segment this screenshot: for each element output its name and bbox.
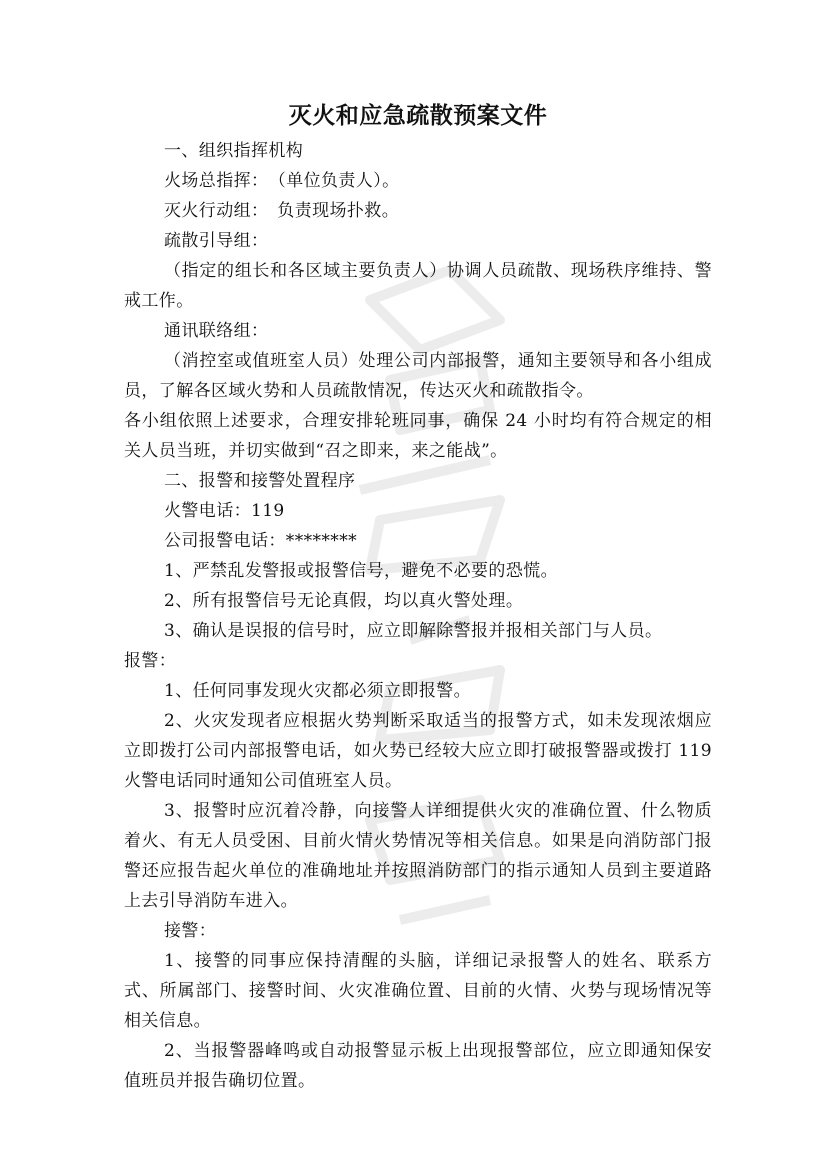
subheading: 报警： — [124, 651, 177, 671]
paragraph: 公司报警电话：******** — [164, 531, 357, 551]
list-item: 2、所有报警信号无论真假，均以真火警处理。 — [164, 591, 524, 611]
list-item: 1、接警的同事应保持清醒的头脑，详细记录报警人的姓名、联系方式、所属部门、接警时间、火灾准确位置、目前的火情、火势与现场情况等相关信息。 — [124, 951, 712, 1031]
subheading: 接警： — [164, 921, 217, 941]
section-heading: 一、组织指挥机构 — [164, 141, 304, 161]
list-item: 3、确认是误报的信号时，应立即解除警报并报相关部门与人员。 — [164, 621, 663, 641]
paragraph: 灭火行动组： 负责现场扑救。 — [164, 201, 400, 221]
paragraph: （指定的组长和各区域主要负责人）协调人员疏散、现场秩序维持、警戒工作。 — [124, 261, 712, 311]
list-item: 1、任何同事发现火灾都必须立即报警。 — [164, 681, 472, 701]
list-item: 3、报警时应沉着冷静，向接警人详细提供火灾的准确位置、什么物质着火、有无人员受困、目前火情火势情况等相关信息。如果是向消防部门报警还应报告起火单位的准确地址并按照消防部门的指示通知人员到主要道路上去引导消防车进入。 — [124, 801, 712, 911]
paragraph: 火场总指挥： （单位负责人）。 — [164, 171, 400, 191]
paragraph: 火警电话：119 — [164, 501, 285, 521]
document-body — [124, 98, 712, 1096]
document-title: 灭火和应急疏散预案文件 — [288, 103, 548, 129]
list-item: 1、严禁乱发警报或报警信号，避免不必要的恐慌。 — [164, 561, 559, 581]
list-item: 2、火灾发现者应根据火势判断采取适当的报警方式，如未发现浓烟应立即拨打公司内部报警电话，如火势已经较大应立即打破报警器或拨打 119 火警电话同时通知公司值班室人员。 — [124, 711, 712, 791]
list-item: 2、当报警器峰鸣或自动报警显示板上出现报警部位，应立即通知保安值班员并报告确切位置。 — [124, 1041, 712, 1091]
section-heading: 二、报警和接警处置程序 — [164, 471, 356, 491]
paragraph: 疏散引导组： — [164, 231, 269, 251]
paragraph: 通讯联络组： — [164, 321, 269, 341]
paragraph: 各小组依照上述要求，合理安排轮班同事，确保 24 小时均有符合规定的相关人员当班，并切实做到“召之即来，来之能战”。 — [124, 411, 712, 461]
paragraph: （消控室或值班室人员）处理公司内部报警，通知主要领导和各小组成员，了解各区域火势和人员疏散情况，传达灭火和疏散指令。 — [124, 351, 712, 401]
